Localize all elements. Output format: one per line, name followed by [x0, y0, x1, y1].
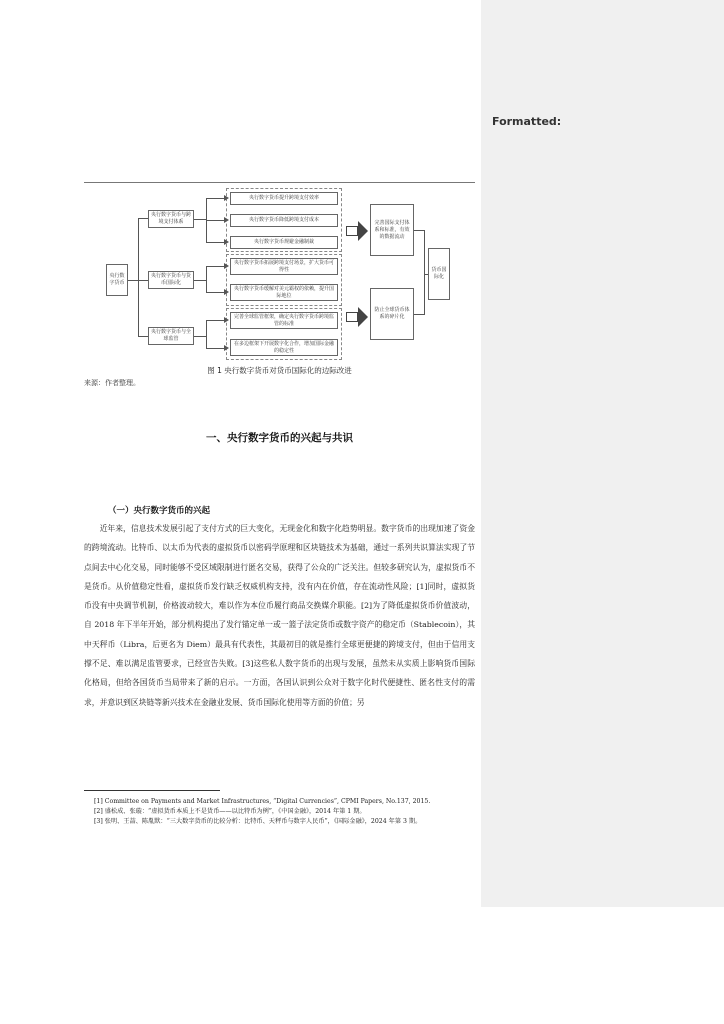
- connector: [194, 336, 206, 337]
- outcome-node: 防止全球货币体系的碎片化: [370, 288, 414, 340]
- body-text: [84, 519, 475, 712]
- connector: [206, 242, 226, 243]
- arrow-head: [224, 217, 229, 223]
- figure-caption: 图 1 央行数字货币对货币国际化的边际改进: [207, 366, 352, 375]
- connector: [194, 219, 206, 220]
- detail-node: 在多边框架下开展数字化合作，增加国际金融的稳定性: [230, 339, 338, 356]
- connector: [138, 336, 148, 337]
- arrow-head: [224, 195, 229, 201]
- connector: [128, 280, 138, 281]
- connector: [206, 198, 226, 199]
- arrow-head: [224, 345, 229, 351]
- big-arrow-head: [358, 307, 368, 327]
- connector: [194, 280, 206, 281]
- branch-node: 央行数字货币与货币国际化: [148, 271, 194, 289]
- detail-node: 央行数字货币缓解对美元霸权的依赖，提升国际地位: [230, 284, 338, 301]
- center-node: 央行数字货币: [106, 264, 128, 296]
- connector: [138, 218, 139, 336]
- comment-pane: [481, 0, 724, 907]
- connector: [414, 230, 424, 231]
- section-title: 一、央行数字货币的兴起与共识: [206, 432, 353, 444]
- figure-diagram: [104, 188, 460, 360]
- footnotes: [84, 797, 475, 827]
- figure-source: 来源：作者整理。: [84, 379, 140, 387]
- detail-node: 央行数字货币拓展跨境支付场景，扩大货币可得性: [230, 258, 338, 275]
- detail-node: 央行数字货币提升跨境支付效率: [230, 192, 338, 205]
- detail-node: 央行数字货币降低跨境支付成本: [230, 214, 338, 227]
- connector: [206, 348, 226, 349]
- connector: [206, 266, 207, 292]
- header-rule: [84, 182, 475, 183]
- arrow-head: [224, 289, 229, 295]
- footnote: [3] 张明、王喆、陈胤默：“三大数字货币的比较分析：比特币、天秤币与数字人民币”，《国际金融》，2024 年第 3 期。: [94, 818, 422, 825]
- connector: [206, 292, 226, 293]
- big-arrow-head: [358, 221, 368, 241]
- subsection-title: （一）央行数字货币的兴起: [108, 506, 211, 516]
- connector: [206, 320, 226, 321]
- connector: [138, 218, 148, 219]
- footnote: [2] 盛松成、张璇：“虚拟货币本质上不是货币——以比特币为例”，《中国金融》，2014 年第 1 期。: [94, 808, 366, 815]
- branch-node: 央行数字货币与全球监管: [148, 327, 194, 345]
- big-arrow-body: [346, 312, 358, 322]
- detail-node: 央行数字货币规避金融制裁: [230, 236, 338, 249]
- connector: [206, 220, 226, 221]
- connector: [206, 266, 226, 267]
- paragraph: 近年来，信息技术发展引起了支付方式的巨大变化，无现金化和数字化趋势明显。数字货币的出现加速了资金的跨境流动。比特币、以太币为代表的虚拟货币以密码学原理和区块链技术为基础，通过一系列共识算法实现了节点间去中心化交易，同时能够不受区域限制进行匿名交易，获得了公众的广泛关注。但较多研究认为，虚拟货币不是货币。从价值稳定性看，虚拟货币发行缺乏权威机构支持，没有内在价值，存在流动性风险；[1]同时，虚拟货币没有中央调节机制，价格波动较大，难以作为本位币履行商品交换媒介职能。[2]为了降低虚拟货币价值波动，自 2018 年下半年开始，部分机构提出了发行锚定单一或一篮子法定货币或数字资产的稳定币（Stablecoin），其中天秤币（Libra，后更名为 Diem）最具有代表性，其最初目的就是推行全球更便捷的跨境支付，但由于信用支撑不足、难以满足监管要求，已经宣告失败。[3]这些私人数字货币的出现与发展，虽然未从实质上影响货币国际化格局，但给各国货币当局带来了新的启示。一方面，各国认识到公众对于数字化时代便捷性、匿名性支付的需求，并意识到区块链等新兴技术在金融业发展、货币国际化使用等方面的价值；另: [84, 524, 475, 707]
- branch-node: 央行数字货币与跨境支付体系: [148, 210, 194, 228]
- arrow-head: [224, 239, 229, 245]
- connector: [206, 320, 207, 348]
- connector: [424, 230, 425, 315]
- footnote-rule: [84, 790, 220, 791]
- connector: [138, 280, 148, 281]
- outcome-node: 完善国际支付体系和标准，有效的数据流动: [370, 204, 414, 256]
- connector: [414, 314, 424, 315]
- footnote: [1] Committee on Payments and Market Infrastructures, “Digital Currencies”, CPMI Papers, No.137, 2015.: [94, 798, 431, 805]
- big-arrow-body: [346, 226, 358, 236]
- arrow-head: [224, 263, 229, 269]
- result-node: 货币国际化: [428, 248, 450, 300]
- detail-node: 完善全球监管框架，确定央行数字货币跨境监管的标准: [230, 312, 338, 329]
- comment-heading: Formatted:: [492, 115, 562, 128]
- arrow-head: [224, 317, 229, 323]
